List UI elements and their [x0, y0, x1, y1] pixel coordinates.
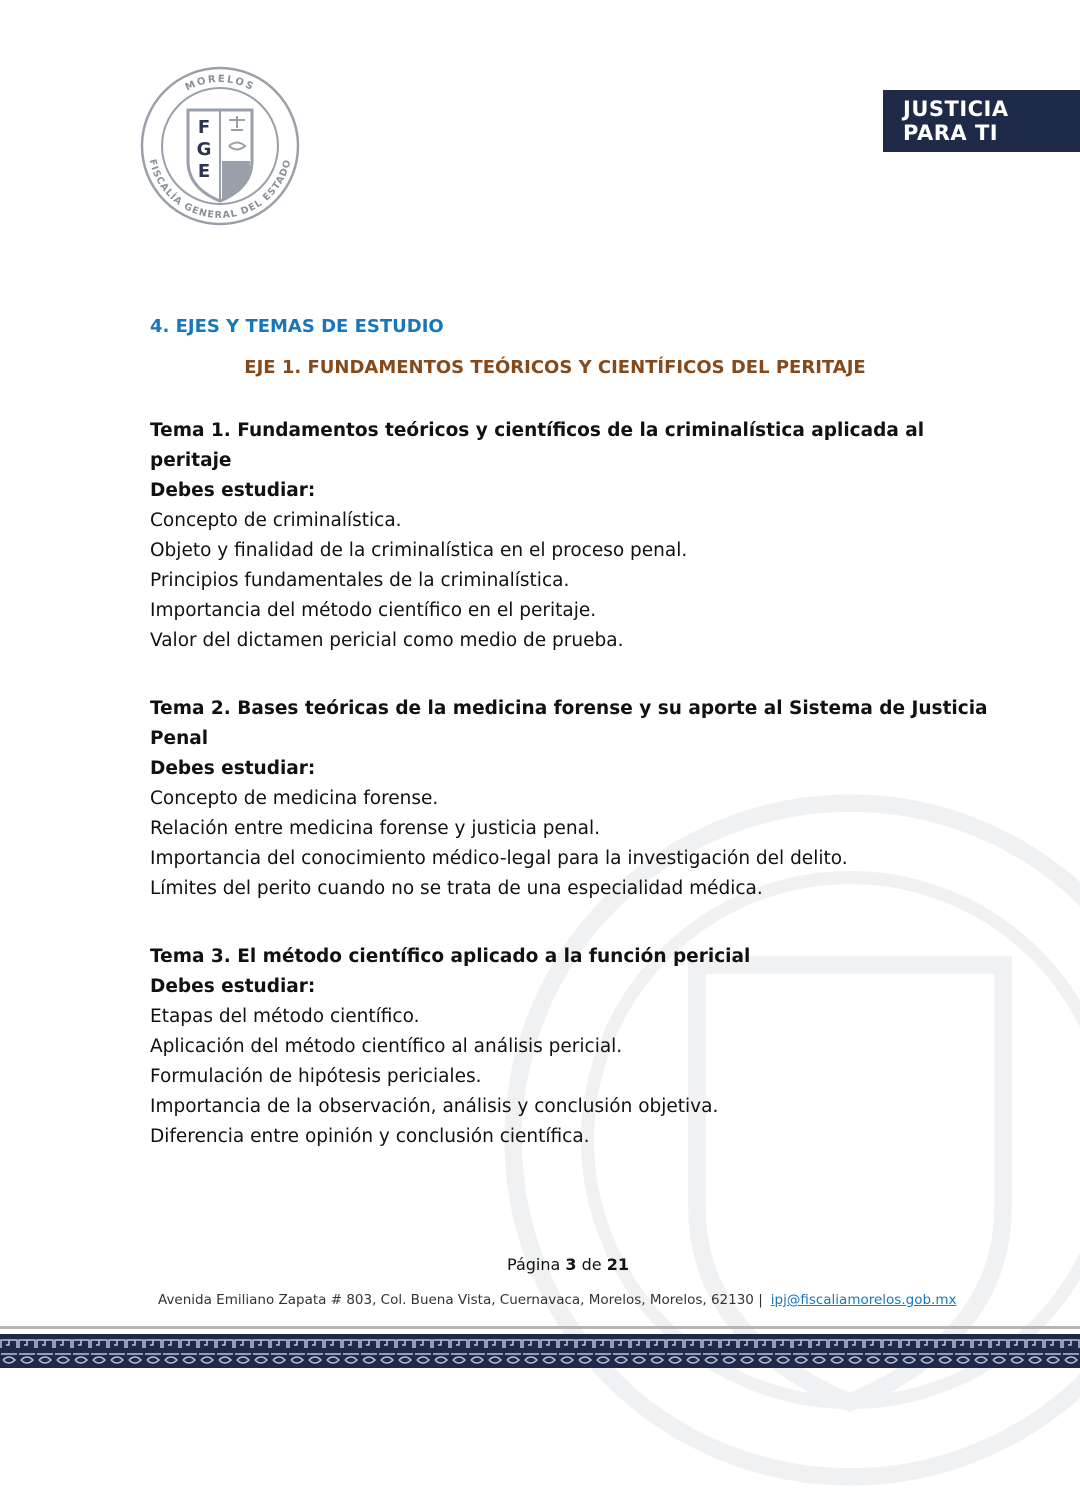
page-label: Página — [507, 1255, 560, 1274]
tema-1 — [150, 416, 990, 656]
tema-subtitle: Debes estudiar: — [150, 476, 990, 506]
tema-title: Tema 3. El método científico aplicado a la función pericial — [150, 942, 990, 972]
decorative-pattern-band — [0, 1334, 1080, 1368]
list-item: Importancia de la observación, análisis y conclusión objetiva. — [150, 1092, 990, 1122]
list-item: Objeto y finalidad de la criminalística en el proceso penal. — [150, 536, 990, 566]
justicia-para-ti-badge — [883, 90, 1080, 152]
address-text: Avenida Emiliano Zapata # 803, Col. Buena Vista, Cuernavaca, Morelos, Morelos, 62130 | — [158, 1292, 763, 1308]
page-total: 21 — [607, 1255, 629, 1274]
list-item: Relación entre medicina forense y justicia penal. — [150, 814, 990, 844]
tema-subtitle: Debes estudiar: — [150, 754, 990, 784]
svg-text:MORELOS — [184, 74, 257, 94]
list-item: Concepto de criminalística. — [150, 506, 990, 536]
list-item: Límites del perito cuando no se trata de una especialidad médica. — [150, 874, 990, 904]
page-number — [28, 1255, 1080, 1274]
seal-letter-g: G — [197, 139, 212, 160]
tema-title: Tema 2. Bases teóricas de la medicina forense y su aporte al Sistema de Justicia Penal — [150, 694, 990, 754]
page-of: de — [582, 1255, 602, 1274]
list-item: Principios fundamentales de la criminalística. — [150, 566, 990, 596]
seal-bottom-text: FISCALÍA GENERAL DEL ESTADO — [146, 158, 293, 221]
list-item: Diferencia entre opinión y conclusión científica. — [150, 1122, 990, 1152]
list-item: Concepto de medicina forense. — [150, 784, 990, 814]
eje-title: EJE 1. FUNDAMENTOS TEÓRICOS Y CIENTÍFICOS DEL PERITAJE — [150, 357, 960, 378]
list-item: Importancia del conocimiento médico-legal para la investigación del delito. — [150, 844, 990, 874]
tema-2 — [150, 694, 990, 904]
badge-line2: PARA TI — [903, 121, 1080, 145]
document-body — [150, 316, 990, 1152]
badge-line1: JUSTICIA — [903, 97, 1080, 121]
list-item: Aplicación del método científico al análisis pericial. — [150, 1032, 990, 1062]
footer-address — [158, 1292, 956, 1308]
section-title: 4. EJES Y TEMAS DE ESTUDIO — [150, 316, 990, 337]
fge-seal-logo — [140, 66, 300, 226]
list-item: Formulación de hipótesis periciales. — [150, 1062, 990, 1092]
tema-3 — [150, 942, 990, 1152]
footer-divider — [0, 1326, 1080, 1329]
tema-subtitle: Debes estudiar: — [150, 972, 990, 1002]
seal-letter-e: E — [198, 161, 210, 182]
page-current: 3 — [565, 1255, 576, 1274]
list-item: Valor del dictamen pericial como medio de prueba. — [150, 626, 990, 656]
list-item: Importancia del método científico en el peritaje. — [150, 596, 990, 626]
list-item: Etapas del método científico. — [150, 1002, 990, 1032]
tema-title: Tema 1. Fundamentos teóricos y científicos de la criminalística aplicada al peritaje — [150, 416, 990, 476]
seal-letter-f: F — [198, 117, 210, 138]
email-link[interactable]: ipj@fiscaliamorelos.gob.mx — [771, 1292, 957, 1308]
seal-top-text: MORELOS — [184, 74, 257, 94]
